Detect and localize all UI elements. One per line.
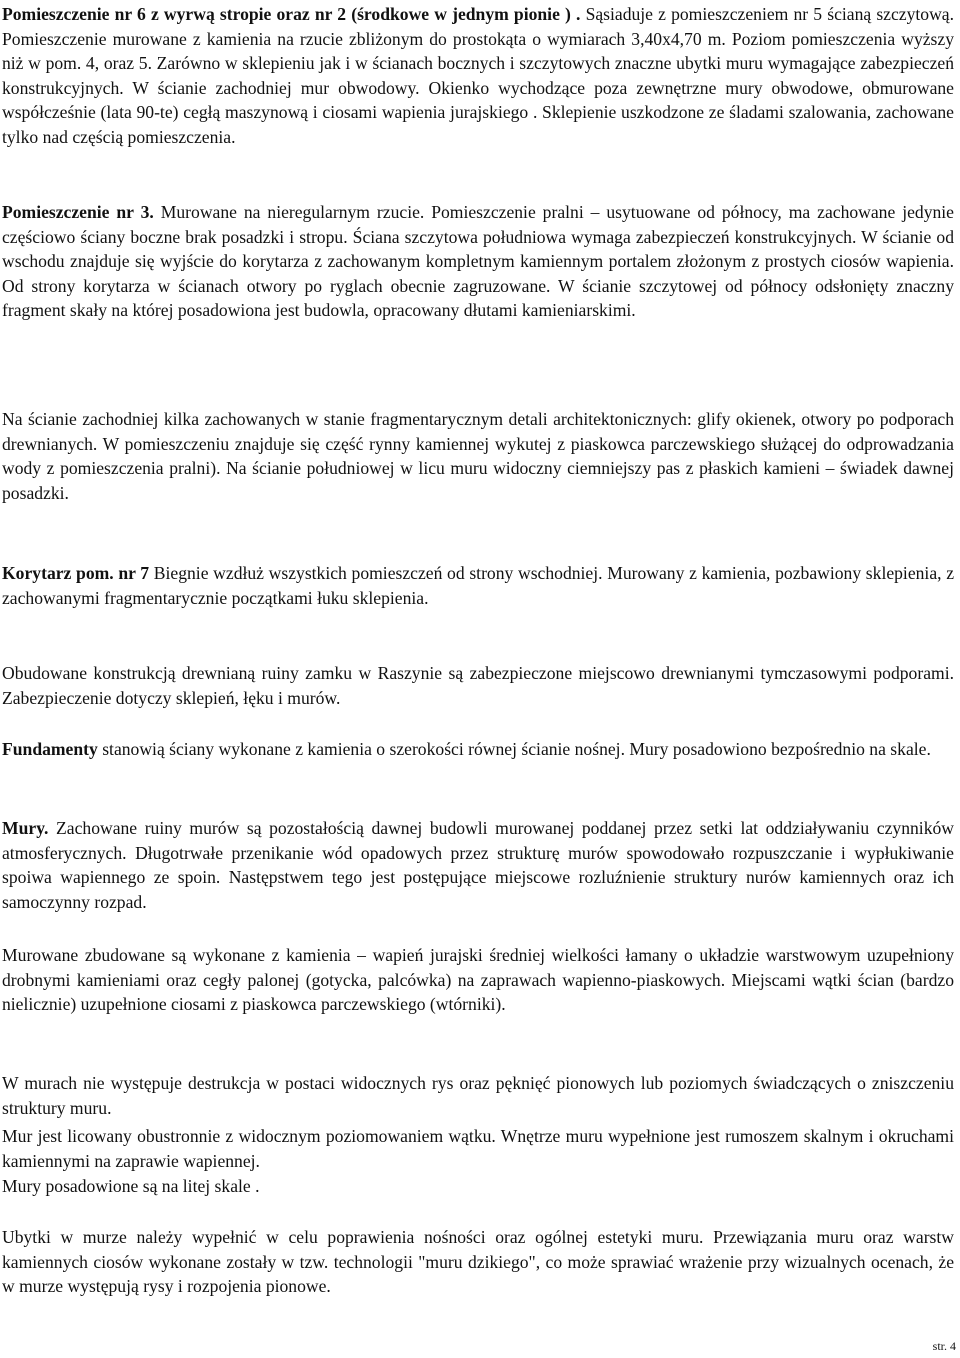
- paragraph-wall-facing: [2, 1124, 954, 1173]
- paragraph-text: Biegnie wzdłuż wszystkich pomieszczeń od strony wschodniej. Murowany z kamienia, pozbawiony sklepienia, z zachowanymi fragmentarycznie początkami łuku sklepienia.: [2, 563, 955, 608]
- paragraph-walls: [2, 816, 954, 914]
- paragraph-wall-materials: [2, 943, 954, 1017]
- paragraph-repairs: [2, 1225, 954, 1299]
- paragraph-text: stanowią ściany wykonane z kamienia o szerokości równej ścianie nośnej. Mury posadowiono bezpośrednio na skale.: [97, 739, 931, 759]
- paragraph-wall-foundation: [2, 1174, 954, 1199]
- paragraph-text: Sąsiaduje z pomieszczeniem nr 5 ścianą szczytową. Pomieszczenie murowane z kamienia na rzucie zbliżonym do prostokąta o wymiarach 3,40x4,70 m. Poziom pomieszczenia wyższy niż w pom. 4, oraz 5. Zarówno w sklepieniu jak i w ścianach bocznych i szczytowych znaczne ubytki muru wymagające zabezpieczeń konstrukcyjnych. W ścianie zachodniej mur obwodowy. Okienko wychodzące poza zewnętrzne mury obwodowe, obmurowane współcześnie (lata 90-te) cegłą maszynową i ciosami wapienia jurajskiego . Sklepienie uszkodzone ze śladami szalowania, zachowane tylko nad częścią pomieszczenia.: [2, 4, 954, 147]
- paragraph-corridor-7: [2, 561, 954, 610]
- paragraph-wooden-supports: [2, 661, 954, 710]
- paragraph-room-3: [2, 200, 954, 323]
- paragraph-text: Obudowane konstrukcją drewnianą ruiny zamku w Raszynie są zabezpieczone miejscowo drewnianymi tymczasowymi podporami. Zabezpieczenie dotyczy sklepień, łęku i murów.: [2, 663, 954, 708]
- paragraph-text: Murowane na nieregularnym rzucie. Pomieszczenie pralni – usytuowane od północy, ma zachowane jedynie częściowo ściany boczne brak posadzki i stropu. Ściana szczytowa południowa wymaga zabezpieczeń konstrukcyjnych. W ścianie od wschodu znajduje się wyjście do korytarza z zachowanym kompletnym kamiennym portalem złożonym z prostych ciosów wapienia. Od strony korytarza w ścianach otwory po ryglach obecnie zagruzowane. W ścianie szczytowej od północy odsłonięty znaczny fragment skały na której posadowiona jest budowla, opracowany dłutami kamieniarskimi.: [2, 202, 954, 321]
- paragraph-text: Mury posadowione są na litej skale .: [2, 1176, 260, 1196]
- paragraph-heading: Fundamenty: [2, 739, 98, 759]
- paragraph-heading: Korytarz pom. nr 7: [2, 563, 150, 583]
- paragraph-text: W murach nie występuje destrukcja w postaci widocznych rys oraz pęknięć pionowych lub poziomych świadczących o zniszczeniu struktury muru.: [2, 1073, 954, 1118]
- paragraph-text: Na ścianie zachodniej kilka zachowanych w stanie fragmentarycznym detali architektonicznych: glify okienek, otwory po podporach drewnianych. W pomieszczeniu znajduje się część rynny kamiennej wykutej z piaskowca parczewskiego służącej do odprowadzania wody z pomieszczenia pralni). Na ścianie południowej w licu muru widoczny ciemniejszy pas z płaskich kamieni – świadek dawnej posadzki.: [2, 409, 954, 503]
- paragraph-text: Ubytki w murze należy wypełnić w celu poprawienia nośności oraz ogólnej estetyki muru. Przewiązania muru oraz warstw kamiennych ciosów wykonane zostały w tzw. technologii "muru dzikiego", co może sprawiać wrażenie przy wizualnych ocenach, że w murze występują rysy i rozpojenia pionowe.: [2, 1227, 954, 1297]
- paragraph-text: Zachowane ruiny murów są pozostałością dawnej budowli murowanej poddanej przez setki lat oddziaływaniu czynników atmosferycznych. Długotrwałe przenikanie wód opadowych przez strukturę murów spowodowało rozpuszczanie i wypłukiwanie spoiwa wapiennego ze spoin. Następstwem tego jest postępujące miejscowe rozluźnienie struktury nurów kamiennych oraz ich samoczynny rozpad.: [2, 818, 954, 912]
- paragraph-room-6: [2, 2, 954, 150]
- paragraph-west-wall: [2, 407, 954, 505]
- paragraph-heading: Pomieszczenie nr 6 z wyrwą stropie oraz nr 2 (środkowe w jednym pionie ) .: [2, 4, 581, 24]
- paragraph-no-destruction: [2, 1071, 954, 1120]
- paragraph-text: Mur jest licowany obustronnie z widocznym poziomowaniem wątku. Wnętrze muru wypełnione jest rumoszem skalnym i okruchami kamiennymi na zaprawie wapiennej.: [2, 1126, 954, 1171]
- paragraph-foundations: [2, 737, 954, 762]
- page-number: str. 4: [932, 1339, 956, 1353]
- paragraph-text: Murowane zbudowane są wykonane z kamienia – wapień jurajski średniej wielkości łamany o układzie warstwowym uzupełniony drobnymi kamieniami oraz cegły palonej (gotycka, palcówka) na zaprawach wapienno-piaskowych. Miejscami wątki ścian (bardzo nielicznie) uzupełnione ciosami z piaskowca parczewskiego (wtórniki).: [2, 945, 954, 1015]
- paragraph-heading: Pomieszczenie nr 3.: [2, 202, 154, 222]
- paragraph-heading: Mury.: [2, 818, 49, 838]
